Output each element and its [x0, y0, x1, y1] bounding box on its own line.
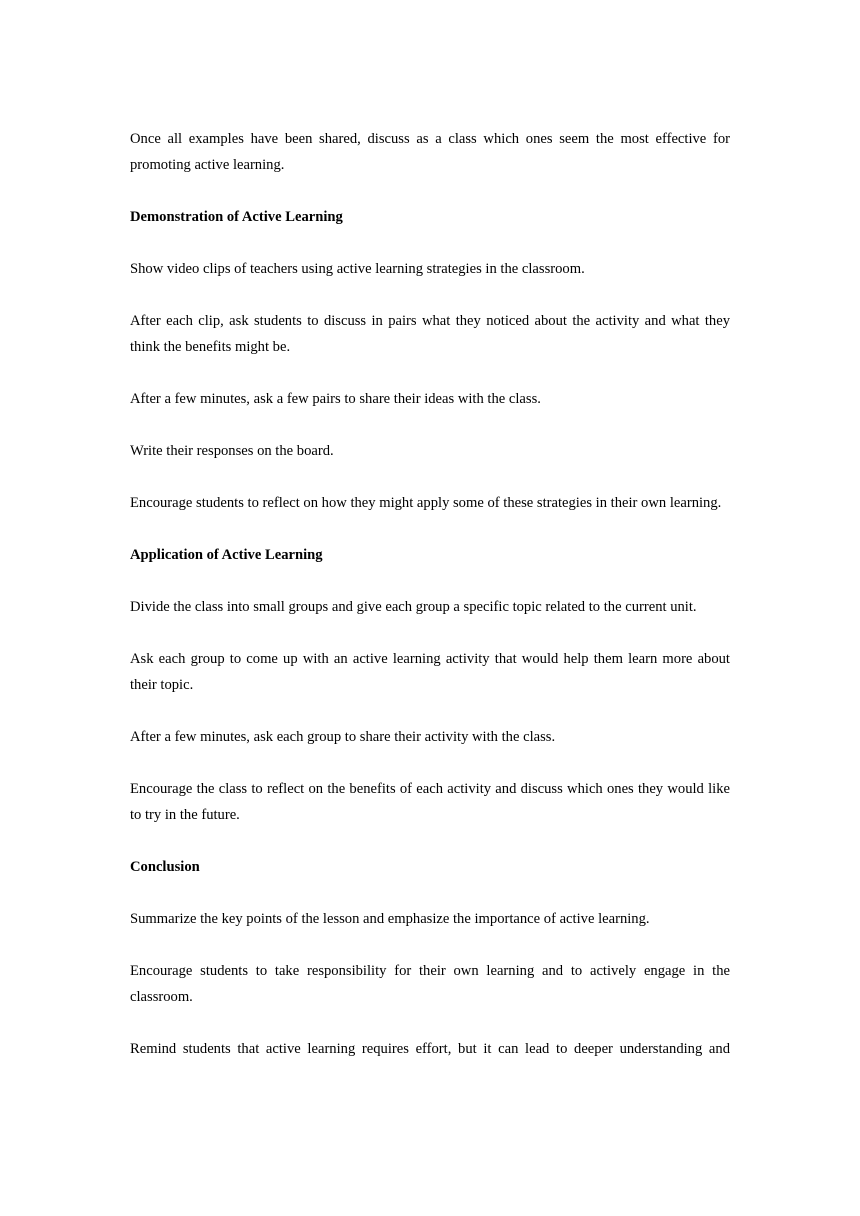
- paragraph-share-activity: After a few minutes, ask each group to share their activity with the class.: [130, 729, 556, 745]
- paragraph-take-responsibility: Encourage students to take responsibility for their own learning and to actively engage in the classroom.: [130, 963, 730, 1005]
- paragraph-video-clips: Show video clips of teachers using active learning strategies in the classroom.: [130, 261, 585, 277]
- paragraph-after-each-clip: After each clip, ask students to discuss in pairs what they noticed about the activity and what they think the benefits might be.: [130, 313, 730, 355]
- paragraph-write-responses: Write their responses on the board.: [130, 443, 334, 459]
- paragraph-reflect-strategies: Encourage students to reflect on how they might apply some of these strategies in their own learning.: [130, 495, 722, 511]
- paragraph-summarize: Summarize the key points of the lesson and emphasize the importance of active learning.: [130, 911, 650, 927]
- paragraph-share-ideas: After a few minutes, ask a few pairs to share their ideas with the class.: [130, 391, 541, 407]
- paragraph-examples-discussion: Once all examples have been shared, discuss as a class which ones seem the most effective for promoting active learning.: [130, 131, 730, 173]
- document-page: [130, 126, 730, 1088]
- heading-demonstration: Demonstration of Active Learning: [130, 209, 343, 225]
- heading-conclusion: Conclusion: [130, 859, 200, 875]
- paragraph-remind-students: Remind students that active learning requires effort, but it can lead to deeper understanding and: [130, 1041, 730, 1057]
- paragraph-group-activity: Ask each group to come up with an active learning activity that would help them learn more about their topic.: [130, 651, 730, 693]
- heading-application: Application of Active Learning: [130, 547, 323, 563]
- paragraph-divide-groups: Divide the class into small groups and give each group a specific topic related to the current unit.: [130, 599, 697, 615]
- paragraph-reflect-benefits: Encourage the class to reflect on the benefits of each activity and discuss which ones they would like to try in the future.: [130, 781, 730, 823]
